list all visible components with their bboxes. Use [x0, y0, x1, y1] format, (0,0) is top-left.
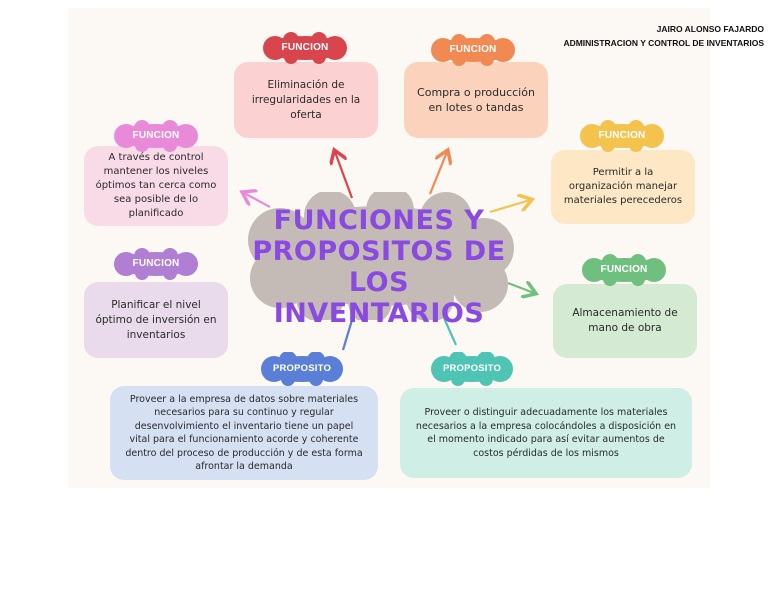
node-left-lower-text: Planificar el nivel óptimo de inversión en inventarios [95, 298, 217, 341]
tag-label: PROPOSITO [442, 363, 502, 374]
tag-label: FUNCION [600, 264, 648, 275]
tag-label: FUNCION [449, 44, 497, 55]
tag-label: FUNCION [281, 42, 329, 53]
node-top-left-tag [261, 32, 349, 64]
node-left-lower-box [84, 282, 228, 358]
central-topic [240, 192, 518, 329]
node-top-right-text: Compra o producción en lotes o tandas [417, 86, 535, 114]
node-bottom-right-box [400, 388, 692, 478]
node-right-lower-text: Almacenamiento de mano de obra [572, 307, 678, 334]
node-right-upper-box [551, 150, 695, 224]
central-title-line-3: LOS INVENTARIOS [273, 267, 485, 329]
node-bottom-right-tag [430, 352, 514, 386]
tag-label: FUNCION [598, 130, 646, 141]
node-bottom-left-tag [260, 352, 344, 386]
tag-label: FUNCION [132, 130, 180, 141]
node-top-right-box [404, 62, 548, 138]
node-top-left-box [234, 62, 378, 138]
node-right-upper-text: Permitir a la organización manejar materiales perecederos [563, 167, 683, 206]
node-bottom-left-text: Proveer a la empresa de datos sobre materiales necesarios para su continuo y regular desenvolvimiento el inventario tiene un papel vital para el funcionamiento acorde y coherente dentro del proceso de producción y de esta forma afrontar la demanda [125, 393, 363, 472]
node-bottom-right-text: Proveer o distinguir adecuadamente los materiales necesarios a la empresa colocándoles a disposición en el momento indicado para así evitar aumentos de costos pérdidas de los mismos [415, 407, 677, 459]
node-left-lower-tag [112, 248, 200, 280]
node-right-upper-tag [578, 120, 666, 152]
arrow-top-right [430, 152, 447, 194]
node-bottom-left-box [110, 386, 378, 480]
node-top-left-text: Eliminación de irregularidades en la oferta [251, 78, 361, 121]
node-right-lower-tag [580, 254, 668, 286]
author-name: JAIRO ALONSO FAJARDO [656, 24, 764, 34]
tag-label: FUNCION [132, 258, 180, 269]
central-title-line-2: PROPOSITOS DE [252, 236, 506, 267]
node-right-lower-box [553, 284, 697, 358]
node-left-upper-box [84, 146, 228, 226]
node-left-upper-tag [112, 120, 200, 152]
tag-label: PROPOSITO [272, 363, 332, 374]
node-top-right-tag [429, 34, 517, 66]
node-left-upper-text: A través de control mantener los niveles óptimos tan cerca como sea posible de lo planificado [95, 152, 217, 219]
central-title-line-1: FUNCIONES Y [273, 205, 485, 236]
course-name: ADMINISTRACION Y CONTROL DE INVENTARIOS [563, 38, 764, 48]
